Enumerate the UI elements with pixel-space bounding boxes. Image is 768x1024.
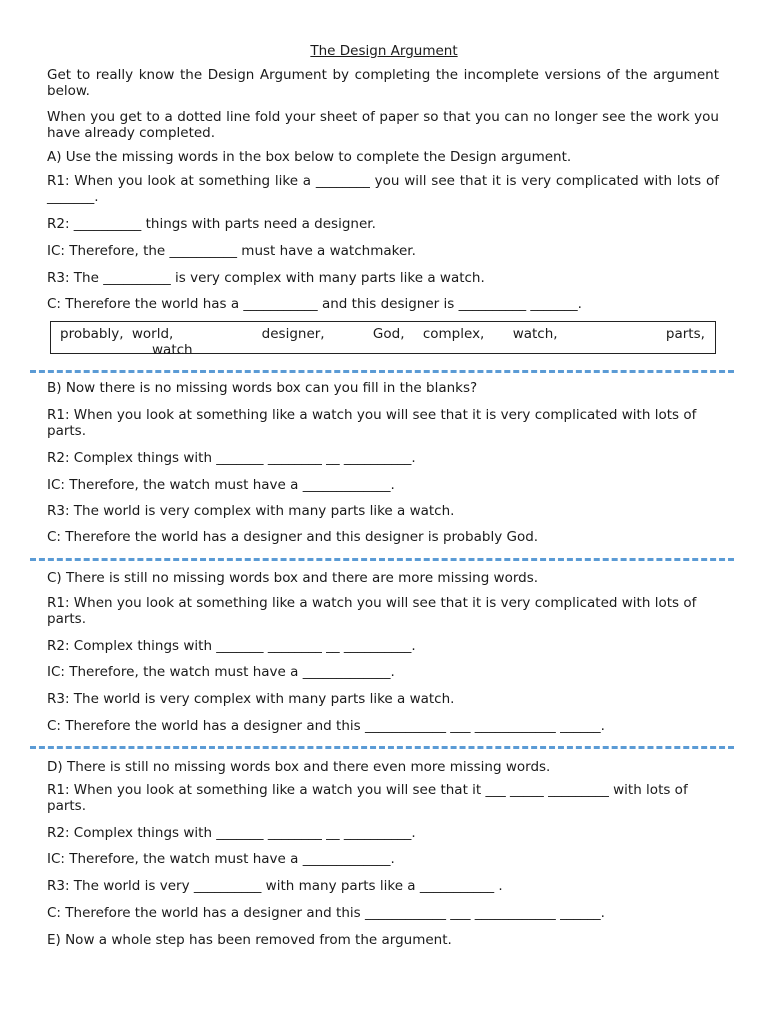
section-a-c: C: Therefore the world has a ___________ and this designer is __________ _______. <box>47 296 582 312</box>
word-box-word: God, <box>372 326 405 342</box>
section-b-ic: IC: Therefore, the watch must have a _____________. <box>47 477 395 493</box>
section-c-c: C: Therefore the world has a designer and this ____________ ___ ____________ ______. <box>47 718 605 734</box>
section-a-ic: IC: Therefore, the __________ must have a watchmaker. <box>47 243 416 259</box>
section-c-heading: C) There is still no missing words box and there are more missing words. <box>47 570 539 586</box>
section-d-c: C: Therefore the world has a designer and this ____________ ___ ____________ ______. <box>47 905 605 921</box>
section-d-r1: R1: When you look at something like a watch you will see that it ___ _____ _________ with lots of parts. <box>47 782 688 814</box>
word-box-word: watch <box>152 342 193 354</box>
word-box-word: watch, <box>512 326 558 342</box>
intro-paragraph-2: When you get to a dotted line fold your sheet of paper so that you can no longer see the work you have already completed. <box>47 109 719 141</box>
word-box-word: probably, <box>60 326 124 342</box>
section-e-heading: E) Now a whole step has been removed from the argument. <box>47 932 452 948</box>
section-b-heading: B) Now there is no missing words box can you fill in the blanks? <box>47 380 478 396</box>
fold-line <box>30 370 734 373</box>
section-c-r2: R2: Complex things with _______ ________ __ __________. <box>47 638 416 654</box>
section-a-r3: R3: The __________ is very complex with many parts like a watch. <box>47 270 485 286</box>
intro-paragraph-1: Get to really know the Design Argument by completing the incomplete versions of the argument below. <box>47 67 719 99</box>
word-box-word: designer, <box>261 326 325 342</box>
section-a-r2: R2: __________ things with parts need a designer. <box>47 216 376 232</box>
missing-words-box <box>50 321 716 354</box>
section-c-r3: R3: The world is very complex with many parts like a watch. <box>47 691 455 707</box>
page-title: The Design Argument <box>310 43 458 59</box>
section-c-r1: R1: When you look at something like a watch you will see that it is very complicated with lots of parts. <box>47 595 697 627</box>
section-b-c: C: Therefore the world has a designer and this designer is probably God. <box>47 529 539 545</box>
section-b-r3: R3: The world is very complex with many parts like a watch. <box>47 503 455 519</box>
section-a-heading: A) Use the missing words in the box below to complete the Design argument. <box>47 149 572 165</box>
section-c-ic: IC: Therefore, the watch must have a _____________. <box>47 664 395 680</box>
word-box-word: parts, <box>665 326 705 342</box>
section-b-r1: R1: When you look at something like a watch you will see that it is very complicated with lots of parts. <box>47 407 697 439</box>
section-d-heading: D) There is still no missing words box and there even more missing words. <box>47 759 551 775</box>
fold-line <box>30 746 734 749</box>
fold-line <box>30 558 734 561</box>
section-b-r2: R2: Complex things with _______ ________ __ __________. <box>47 450 416 466</box>
section-d-r2: R2: Complex things with _______ ________ __ __________. <box>47 825 416 841</box>
section-a-r1: R1: When you look at something like a ________ you will see that it is very complicated with lots of _______. <box>47 173 719 205</box>
section-d-ic: IC: Therefore, the watch must have a _____________. <box>47 851 395 867</box>
word-box-word: world, <box>131 326 174 342</box>
section-d-r3: R3: The world is very __________ with many parts like a ___________ . <box>47 878 503 894</box>
word-box-line <box>60 326 705 342</box>
word-box-word: complex, <box>422 326 485 342</box>
